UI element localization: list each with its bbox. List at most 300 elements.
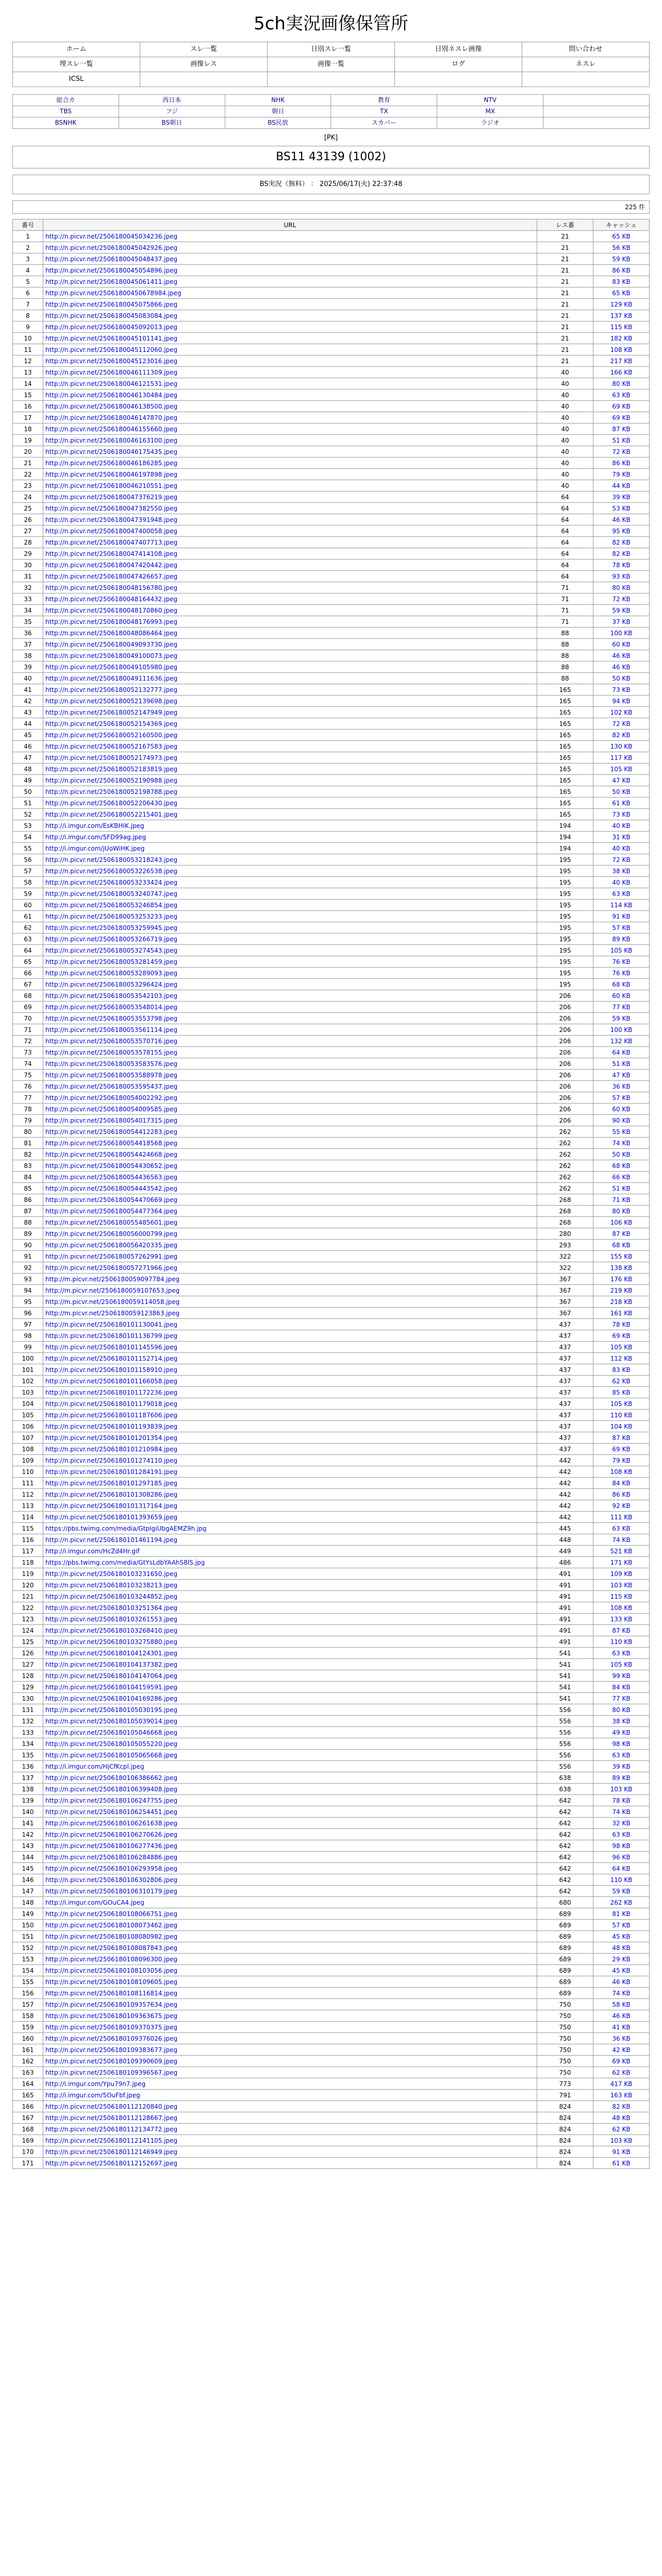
cache-link[interactable]: 72 KB <box>612 595 631 603</box>
cache-link[interactable]: 46 KB <box>612 516 631 523</box>
cache-link[interactable]: 114 KB <box>610 901 633 909</box>
cache-link[interactable]: 218 KB <box>610 1298 633 1306</box>
image-url-link[interactable]: http://n.picvr.net/2506180053588978.jpeg <box>45 1071 178 1079</box>
image-url-link[interactable]: http://n.picvr.net/2506180053226538.jpeg <box>45 867 178 875</box>
image-url-link[interactable]: http://n.picvr.net/2506180045054896.jpeg <box>45 266 178 274</box>
image-url-link[interactable]: http://n.picvr.net/2506180047391948.jpeg <box>45 516 178 523</box>
image-url-link[interactable]: http://n.picvr.net/2506180106270626.jpeg <box>45 1831 178 1838</box>
image-url-link[interactable]: http://n.picvr.net/2506180108103056.jpeg <box>45 1967 178 1974</box>
image-url-link[interactable]: http://i.imgur.com/5FD99ag.jpeg <box>45 833 146 841</box>
image-url-link[interactable]: http://n.picvr.net/2506180053218243.jpeg <box>45 856 178 863</box>
cache-link[interactable]: 42 KB <box>612 2046 631 2054</box>
image-url-link[interactable]: http://n.picvr.net/2506180049093730.jpeg <box>45 640 178 648</box>
image-url-link[interactable]: http://n.picvr.net/2506180053578155.jpeg <box>45 1048 178 1056</box>
cache-link[interactable]: 417 KB <box>610 2080 633 2088</box>
cache-link[interactable]: 69 KB <box>612 402 631 410</box>
cache-link[interactable]: 176 KB <box>610 1275 633 1283</box>
cache-link[interactable]: 39 KB <box>612 1762 631 1770</box>
image-url-link[interactable]: http://n.picvr.net/2506180104169286.jpeg <box>45 1694 178 1702</box>
image-url-link[interactable]: http://n.picvr.net/2506180101187606.jpeg <box>45 1411 178 1419</box>
image-url-link[interactable]: http://n.picvr.net/2506180106284886.jpeg <box>45 1853 178 1861</box>
image-url-link[interactable]: http://n.picvr.net/2506180052215401.jpeg <box>45 810 178 818</box>
image-url-link[interactable]: http://n.picvr.net/2506180054412283.jpeg <box>45 1128 178 1136</box>
cache-link[interactable]: 99 KB <box>612 1672 631 1680</box>
cache-link[interactable]: 171 KB <box>610 1558 633 1566</box>
image-url-link[interactable]: http://n.picvr.net/2506180048164432.jpeg <box>45 595 178 603</box>
image-url-link[interactable]: http://n.picvr.net/2506180101308286.jpeg <box>45 1490 178 1498</box>
cache-link[interactable]: 73 KB <box>612 686 631 693</box>
image-url-link[interactable]: http://m.picvr.net/2506180059107653.jpeg <box>45 1286 180 1294</box>
image-url-link[interactable]: http://n.picvr.net/2506180046155660.jpeg <box>45 425 178 433</box>
image-url-link[interactable]: http://n.picvr.net/2506180047382550.jpeg <box>45 504 178 512</box>
image-url-link[interactable]: http://n.picvr.net/2506180052206430.jpeg <box>45 799 178 807</box>
image-url-link[interactable]: http://n.picvr.net/2506180054470669.jpeg <box>45 1196 178 1204</box>
image-url-link[interactable]: http://n.picvr.net/2506180108109605.jpeg <box>45 1978 178 1986</box>
cache-link[interactable]: 108 KB <box>610 346 633 353</box>
cache-link[interactable]: 57 KB <box>612 924 631 931</box>
cache-link[interactable]: 80 KB <box>612 1207 631 1215</box>
cache-link[interactable]: 69 KB <box>612 414 631 421</box>
cache-link[interactable]: 86 KB <box>612 459 631 467</box>
cache-link[interactable]: 87 KB <box>612 1434 631 1442</box>
cache-link[interactable]: 108 KB <box>610 1468 633 1476</box>
image-url-link[interactable]: http://n.picvr.net/2506180101179018.jpeg <box>45 1400 178 1408</box>
image-url-link[interactable]: http://n.picvr.net/2506180045083084.jpeg <box>45 312 178 319</box>
cache-link[interactable]: 182 KB <box>610 334 633 342</box>
cache-link[interactable]: 89 KB <box>612 1774 631 1782</box>
image-url-link[interactable]: http://n.picvr.net/2506180045112060.jpeg <box>45 346 178 353</box>
cache-link[interactable]: 72 KB <box>612 856 631 863</box>
nav-link[interactable]: 問い合わせ <box>522 42 650 57</box>
image-url-link[interactable]: http://i.imgur.com/Ypu79n7.jpeg <box>45 2080 146 2088</box>
image-url-link[interactable]: http://n.picvr.net/2506180101317164.jpeg <box>45 1502 178 1510</box>
cache-link[interactable]: 62 KB <box>612 1377 631 1385</box>
cache-link[interactable]: 77 KB <box>612 1694 631 1702</box>
cache-link[interactable]: 46 KB <box>612 1978 631 1986</box>
channel-link[interactable]: 朝日 <box>225 106 332 117</box>
cache-link[interactable]: 137 KB <box>610 312 633 319</box>
cache-link[interactable]: 138 KB <box>610 1264 633 1272</box>
image-url-link[interactable]: http://n.picvr.net/2506180104124301.jpeg <box>45 1649 178 1657</box>
image-url-link[interactable]: http://n.picvr.net/2506180108066751.jpeg <box>45 1910 178 1918</box>
image-url-link[interactable]: http://n.picvr.net/2506180054443542.jpeg <box>45 1184 178 1192</box>
cache-link[interactable]: 89 KB <box>612 935 631 943</box>
nav-link[interactable]: 画像一覧 <box>268 57 395 72</box>
image-url-link[interactable]: http://n.picvr.net/2506180045042926.jpeg <box>45 244 178 251</box>
image-url-link[interactable]: http://n.picvr.net/2506180053553798.jpeg <box>45 1014 178 1022</box>
cache-link[interactable]: 78 KB <box>612 1797 631 1804</box>
cache-link[interactable]: 51 KB <box>612 1184 631 1192</box>
image-url-link[interactable]: http://n.picvr.net/2506180047376219.jpeg <box>45 493 178 501</box>
cache-link[interactable]: 50 KB <box>612 674 631 682</box>
image-url-link[interactable]: http://n.picvr.net/2506180101136799.jpeg <box>45 1332 178 1340</box>
cache-link[interactable]: 98 KB <box>612 1842 631 1850</box>
image-url-link[interactable]: http://n.picvr.net/2506180053253233.jpeg <box>45 912 178 920</box>
image-url-link[interactable]: http://n.picvr.net/2506180104159591.jpeg <box>45 1683 178 1691</box>
image-url-link[interactable]: http://n.picvr.net/2506180046121531.jpeg <box>45 380 178 387</box>
cache-link[interactable]: 59 KB <box>612 1887 631 1895</box>
cache-link[interactable]: 61 KB <box>612 799 631 807</box>
cache-link[interactable]: 48 KB <box>612 1944 631 1952</box>
cache-link[interactable]: 63 KB <box>612 391 631 399</box>
cache-link[interactable]: 40 KB <box>612 878 631 886</box>
cache-link[interactable]: 133 KB <box>610 1615 633 1623</box>
image-url-link[interactable]: http://n.picvr.net/2506180054418568.jpeg <box>45 1139 178 1147</box>
image-url-link[interactable]: http://i.imgur.com/jUoWiHK.jpeg <box>45 844 145 852</box>
image-url-link[interactable]: http://n.picvr.net/2506180055485601.jpeg <box>45 1218 178 1226</box>
cache-link[interactable]: 262 KB <box>610 1899 633 1906</box>
channel-link[interactable]: MX <box>437 106 543 117</box>
cache-link[interactable]: 87 KB <box>612 425 631 433</box>
cache-link[interactable]: 100 KB <box>610 1026 633 1033</box>
cache-link[interactable]: 74 KB <box>612 1139 631 1147</box>
image-url-link[interactable]: http://n.picvr.net/2506180108087843.jpeg <box>45 1944 178 1952</box>
channel-link[interactable]: 西日本 <box>119 95 225 106</box>
cache-link[interactable]: 86 KB <box>612 266 631 274</box>
image-url-link[interactable]: http://n.picvr.net/2506180053595437.jpeg <box>45 1082 178 1090</box>
image-url-link[interactable]: http://n.picvr.net/2506180101152714.jpeg <box>45 1354 178 1362</box>
image-url-link[interactable]: http://n.picvr.net/2506180046197898.jpeg <box>45 470 178 478</box>
image-url-link[interactable]: http://n.picvr.net/2506180101284191.jpeg <box>45 1468 178 1476</box>
channel-link[interactable]: BSNHK <box>13 117 119 129</box>
nav-link[interactable]: 日別ネスレ画像 <box>395 42 522 57</box>
image-url-link[interactable]: http://n.picvr.net/2506180101210984.jpeg <box>45 1445 178 1453</box>
image-url-link[interactable]: http://n.picvr.net/2506180052139698.jpeg <box>45 697 178 705</box>
image-url-link[interactable]: http://n.picvr.net/2506180054424668.jpeg <box>45 1150 178 1158</box>
cache-link[interactable]: 37 KB <box>612 618 631 625</box>
cache-link[interactable]: 105 KB <box>610 1400 633 1408</box>
image-url-link[interactable]: http://n.picvr.net/2506180046111309.jpeg <box>45 368 178 376</box>
cache-link[interactable]: 40 KB <box>612 822 631 829</box>
cache-link[interactable]: 57 KB <box>612 1094 631 1101</box>
cache-link[interactable]: 130 KB <box>610 742 633 750</box>
image-url-link[interactable]: http://n.picvr.net/2506180054430652.jpeg <box>45 1162 178 1170</box>
image-url-link[interactable]: http://n.picvr.net/2506180101393659.jpeg <box>45 1513 178 1521</box>
image-url-link[interactable]: http://n.picvr.net/2506180057271966.jpeg <box>45 1264 178 1272</box>
cache-link[interactable]: 64 KB <box>612 1048 631 1056</box>
cache-link[interactable]: 68 KB <box>612 1162 631 1170</box>
cache-link[interactable]: 45 KB <box>612 1933 631 1940</box>
image-url-link[interactable]: http://n.picvr.net/2506180052132777.jpeg <box>45 686 178 693</box>
nav-link[interactable]: ホーム <box>13 42 140 57</box>
cache-link[interactable]: 29 KB <box>612 1955 631 1963</box>
image-url-link[interactable]: http://n.picvr.net/2506180108096300.jpeg <box>45 1955 178 1963</box>
cache-link[interactable]: 82 KB <box>612 550 631 557</box>
cache-link[interactable]: 69 KB <box>612 1332 631 1340</box>
image-url-link[interactable]: http://n.picvr.net/2506180048170860.jpeg <box>45 606 178 614</box>
cache-link[interactable]: 155 KB <box>610 1252 633 1260</box>
cache-link[interactable]: 163 KB <box>610 2091 633 2099</box>
image-url-link[interactable]: http://n.picvr.net/2506180052174973.jpeg <box>45 754 178 761</box>
image-url-link[interactable]: http://n.picvr.net/2506180112141105.jpeg <box>45 2137 178 2144</box>
image-url-link[interactable]: http://n.picvr.net/2506180046163100.jpeg <box>45 436 178 444</box>
cache-link[interactable]: 44 KB <box>612 482 631 489</box>
image-url-link[interactable]: http://n.picvr.net/2506180109396567.jpeg <box>45 2069 178 2076</box>
cache-link[interactable]: 109 KB <box>610 1570 633 1578</box>
cache-link[interactable]: 51 KB <box>612 1060 631 1067</box>
image-url-link[interactable]: http://n.picvr.net/2506180049111636.jpeg <box>45 674 178 682</box>
cache-link[interactable]: 105 KB <box>610 946 633 954</box>
image-url-link[interactable]: http://n.picvr.net/2506180046138500.jpeg <box>45 402 178 410</box>
cache-link[interactable]: 105 KB <box>610 765 633 773</box>
image-url-link[interactable]: http://n.picvr.net/2506180057262991.jpeg <box>45 1252 178 1260</box>
image-url-link[interactable]: http://n.picvr.net/2506180052147949.jpeg <box>45 708 178 716</box>
channel-link[interactable]: ラジオ <box>437 117 543 129</box>
cache-link[interactable]: 96 KB <box>612 1853 631 1861</box>
image-url-link[interactable]: http://n.picvr.net/2506180053281459.jpeg <box>45 958 178 965</box>
image-url-link[interactable]: http://n.picvr.net/2506180052183819.jpeg <box>45 765 178 773</box>
cache-link[interactable]: 100 KB <box>610 629 633 637</box>
image-url-link[interactable]: http://n.picvr.net/2506180052198788.jpeg <box>45 788 178 795</box>
cache-link[interactable]: 217 KB <box>610 357 633 365</box>
image-url-link[interactable]: http://n.picvr.net/2506180053542103.jpeg <box>45 992 178 999</box>
cache-link[interactable]: 87 KB <box>612 1626 631 1634</box>
image-url-link[interactable]: http://m.picvr.net/2506180059097784.jpeg <box>45 1275 180 1283</box>
image-url-link[interactable]: http://n.picvr.net/2506180047407713.jpeg <box>45 538 178 546</box>
image-url-link[interactable]: http://n.picvr.net/2506180105065668.jpeg <box>45 1751 178 1759</box>
channel-link[interactable]: NHK <box>225 95 332 106</box>
cache-link[interactable]: 98 KB <box>612 1740 631 1748</box>
cache-link[interactable]: 48 KB <box>612 2114 631 2122</box>
cache-link[interactable]: 219 KB <box>610 1286 633 1294</box>
cache-link[interactable]: 110 KB <box>610 1876 633 1884</box>
channel-link[interactable]: BS民放 <box>225 117 332 129</box>
channel-link[interactable]: NTV <box>437 95 543 106</box>
image-url-link[interactable]: http://n.picvr.net/2506180103268410.jpeg <box>45 1626 178 1634</box>
cache-link[interactable]: 105 KB <box>610 1660 633 1668</box>
cache-link[interactable]: 81 KB <box>612 1910 631 1918</box>
cache-link[interactable]: 117 KB <box>610 754 633 761</box>
image-url-link[interactable]: http://n.picvr.net/2506180106310179.jpeg <box>45 1887 178 1895</box>
image-url-link[interactable]: http://n.picvr.net/2506180046130484.jpeg <box>45 391 178 399</box>
cache-link[interactable]: 115 KB <box>610 1592 633 1600</box>
cache-link[interactable]: 57 KB <box>612 1921 631 1929</box>
image-url-link[interactable]: http://n.picvr.net/2506180106399408.jpeg <box>45 1785 178 1793</box>
image-url-link[interactable]: http://n.picvr.net/2506180045034236.jpeg <box>45 232 178 240</box>
image-url-link[interactable]: http://n.picvr.net/2506180047400058.jpeg <box>45 527 178 535</box>
cache-link[interactable]: 79 KB <box>612 470 631 478</box>
cache-link[interactable]: 129 KB <box>610 300 633 308</box>
image-url-link[interactable]: http://n.picvr.net/2506180106247755.jpeg <box>45 1797 178 1804</box>
cache-link[interactable]: 83 KB <box>612 278 631 285</box>
image-url-link[interactable]: http://n.picvr.net/2506180105055220.jpeg <box>45 1740 178 1748</box>
image-url-link[interactable]: http://n.picvr.net/2506180047426657.jpeg <box>45 572 178 580</box>
cache-link[interactable]: 80 KB <box>612 584 631 591</box>
cache-link[interactable]: 59 KB <box>612 255 631 263</box>
cache-link[interactable]: 78 KB <box>612 1320 631 1328</box>
image-url-link[interactable]: http://n.picvr.net/2506180045092013.jpeg <box>45 323 178 331</box>
cache-link[interactable]: 63 KB <box>612 1524 631 1532</box>
image-url-link[interactable]: http://n.picvr.net/2506180045048437.jpeg <box>45 255 178 263</box>
cache-link[interactable]: 63 KB <box>612 1751 631 1759</box>
channel-link[interactable]: TX <box>331 106 437 117</box>
image-url-link[interactable]: http://n.picvr.net/2506180106293958.jpeg <box>45 1865 178 1872</box>
cache-link[interactable]: 106 KB <box>610 1218 633 1226</box>
cache-link[interactable]: 72 KB <box>612 448 631 455</box>
image-url-link[interactable]: http://n.picvr.net/2506180101158910.jpeg <box>45 1366 178 1374</box>
image-url-link[interactable]: http://n.picvr.net/2506180053296424.jpeg <box>45 980 178 988</box>
cache-link[interactable]: 82 KB <box>612 538 631 546</box>
image-url-link[interactable]: https://pbs.twimg.com/media/GtpIgiUbgAEMZ9h.jpg <box>45 1524 207 1532</box>
cache-link[interactable]: 76 KB <box>612 969 631 977</box>
cache-link[interactable]: 63 KB <box>612 890 631 897</box>
cache-link[interactable]: 161 KB <box>610 1309 633 1317</box>
cache-link[interactable]: 38 KB <box>612 867 631 875</box>
image-url-link[interactable]: http://n.picvr.net/2506180105046668.jpeg <box>45 1728 178 1736</box>
image-url-link[interactable]: http://n.picvr.net/2506180105039014.jpeg <box>45 1717 178 1725</box>
cache-link[interactable]: 62 KB <box>612 2069 631 2076</box>
image-url-link[interactable]: http://n.picvr.net/2506180103238213.jpeg <box>45 1581 178 1589</box>
cache-link[interactable]: 56 KB <box>612 244 631 251</box>
image-url-link[interactable]: http://i.imgur.com/5OuFbf.jpeg <box>45 2091 140 2099</box>
image-url-link[interactable]: http://n.picvr.net/2506180054477364.jpeg <box>45 1207 178 1215</box>
image-url-link[interactable]: http://n.picvr.net/2506180103275880.jpeg <box>45 1638 178 1646</box>
image-url-link[interactable]: http://n.picvr.net/2506180103244852.jpeg <box>45 1592 178 1600</box>
image-url-link[interactable]: http://n.picvr.net/2506180045061411.jpeg <box>45 278 178 285</box>
image-url-link[interactable]: http://n.picvr.net/2506180048086464.jpeg <box>45 629 178 637</box>
nav-link[interactable]: 日別スレ一覧 <box>268 42 395 57</box>
image-url-link[interactable]: http://n.picvr.net/2506180052160500.jpeg <box>45 731 178 739</box>
image-url-link[interactable]: http://n.picvr.net/2506180053570716.jpeg <box>45 1037 178 1045</box>
image-url-link[interactable]: https://pbs.twimg.com/media/GtYsLdbYAAhS8lS.jpg <box>45 1558 205 1566</box>
cache-link[interactable]: 108 KB <box>610 1604 633 1612</box>
cache-link[interactable]: 60 KB <box>612 640 631 648</box>
cache-link[interactable]: 62 KB <box>612 2125 631 2133</box>
image-url-link[interactable]: http://n.picvr.net/2506180101166058.jpeg <box>45 1377 178 1385</box>
image-url-link[interactable]: http://n.picvr.net/2506180048176993.jpeg <box>45 618 178 625</box>
cache-link[interactable]: 39 KB <box>612 493 631 501</box>
cache-link[interactable]: 92 KB <box>612 1502 631 1510</box>
cache-link[interactable]: 59 KB <box>612 606 631 614</box>
cache-link[interactable]: 50 KB <box>612 1150 631 1158</box>
cache-link[interactable]: 38 KB <box>612 1717 631 1725</box>
image-url-link[interactable]: http://n.picvr.net/2506180056420335.jpeg <box>45 1241 178 1249</box>
image-url-link[interactable]: http://n.picvr.net/2506180106261638.jpeg <box>45 1819 178 1827</box>
image-url-link[interactable]: http://n.picvr.net/2506180109357634.jpeg <box>45 2001 178 2008</box>
image-url-link[interactable]: http://n.picvr.net/2506180054002292.jpeg <box>45 1094 178 1101</box>
cache-link[interactable]: 84 KB <box>612 1479 631 1487</box>
cache-link[interactable]: 40 KB <box>612 844 631 852</box>
cache-link[interactable]: 132 KB <box>610 1037 633 1045</box>
cache-link[interactable]: 66 KB <box>612 1173 631 1181</box>
image-url-link[interactable]: http://n.picvr.net/2506180109370375.jpeg <box>45 2023 178 2031</box>
image-url-link[interactable]: http://n.picvr.net/2506180046147870.jpeg <box>45 414 178 421</box>
image-url-link[interactable]: http://n.picvr.net/2506180106386662.jpeg <box>45 1774 178 1782</box>
cache-link[interactable]: 36 KB <box>612 2035 631 2042</box>
cache-link[interactable]: 84 KB <box>612 1683 631 1691</box>
cache-link[interactable]: 103 KB <box>610 1581 633 1589</box>
cache-link[interactable]: 76 KB <box>612 958 631 965</box>
image-url-link[interactable]: http://n.picvr.net/2506180052190988.jpeg <box>45 776 178 784</box>
image-url-link[interactable]: http://n.picvr.net/2506180101461194.jpeg <box>45 1536 178 1544</box>
channel-link[interactable]: フジ <box>119 106 225 117</box>
cache-link[interactable]: 55 KB <box>612 1128 631 1136</box>
cache-link[interactable]: 74 KB <box>612 1808 631 1816</box>
image-url-link[interactable]: http://n.picvr.net/2506180054436563.jpeg <box>45 1173 178 1181</box>
cache-link[interactable]: 78 KB <box>612 561 631 569</box>
cache-link[interactable]: 31 KB <box>612 833 631 841</box>
image-url-link[interactable]: http://n.picvr.net/2506180053259945.jpeg <box>45 924 178 931</box>
image-url-link[interactable]: http://n.picvr.net/2506180108073462.jpeg <box>45 1921 178 1929</box>
cache-link[interactable]: 61 KB <box>612 2159 631 2167</box>
image-url-link[interactable]: http://n.picvr.net/2506180101193839.jpeg <box>45 1422 178 1430</box>
image-url-link[interactable]: http://n.picvr.net/2506180049100073.jpeg <box>45 652 178 659</box>
cache-link[interactable]: 80 KB <box>612 1706 631 1714</box>
cache-link[interactable]: 110 KB <box>610 1638 633 1646</box>
cache-link[interactable]: 47 KB <box>612 776 631 784</box>
nav-link[interactable]: ネスレ <box>522 57 650 72</box>
cache-link[interactable]: 103 KB <box>610 2137 633 2144</box>
cache-link[interactable]: 46 KB <box>612 663 631 671</box>
image-url-link[interactable]: http://n.picvr.net/2506180053266719.jpeg <box>45 935 178 943</box>
cache-link[interactable]: 32 KB <box>612 1819 631 1827</box>
image-url-link[interactable]: http://n.picvr.net/2506180045101141.jpeg <box>45 334 178 342</box>
cache-link[interactable]: 47 KB <box>612 1071 631 1079</box>
cache-link[interactable]: 115 KB <box>610 323 633 331</box>
cache-link[interactable]: 71 KB <box>612 1196 631 1204</box>
cache-link[interactable]: 60 KB <box>612 992 631 999</box>
cache-link[interactable]: 69 KB <box>612 2057 631 2065</box>
image-url-link[interactable]: http://n.picvr.net/2506180054017315.jpeg <box>45 1116 178 1124</box>
image-url-link[interactable]: http://n.picvr.net/2506180046175435.jpeg <box>45 448 178 455</box>
cache-link[interactable]: 74 KB <box>612 1536 631 1544</box>
cache-link[interactable]: 46 KB <box>612 652 631 659</box>
cache-link[interactable]: 46 KB <box>612 2012 631 2020</box>
image-url-link[interactable]: http://n.picvr.net/2506180053233424.jpeg <box>45 878 178 886</box>
channel-link[interactable]: スカパー <box>331 117 437 129</box>
pk-link[interactable]: [PK] <box>324 134 338 142</box>
image-url-link[interactable]: http://n.picvr.net/2506180046210551.jpeg <box>45 482 178 489</box>
image-url-link[interactable]: http://n.picvr.net/2506180109383677.jpeg <box>45 2046 178 2054</box>
cache-link[interactable]: 105 KB <box>610 1343 633 1351</box>
cache-link[interactable]: 65 KB <box>612 232 631 240</box>
channel-link[interactable]: TBS <box>13 106 119 117</box>
cache-link[interactable]: 73 KB <box>612 810 631 818</box>
image-url-link[interactable]: http://n.picvr.net/2506180049105980.jpeg <box>45 663 178 671</box>
cache-link[interactable]: 90 KB <box>612 1116 631 1124</box>
image-url-link[interactable]: http://n.picvr.net/2506180105030195.jpeg <box>45 1706 178 1714</box>
cache-link[interactable]: 64 KB <box>612 1865 631 1872</box>
image-url-link[interactable]: http://i.imgur.com/EsKBHIK.jpeg <box>45 822 144 829</box>
cache-link[interactable]: 87 KB <box>612 1230 631 1238</box>
cache-link[interactable]: 521 KB <box>610 1547 633 1555</box>
image-url-link[interactable]: http://n.picvr.net/2506180047414108.jpeg <box>45 550 178 557</box>
image-url-link[interactable]: http://n.picvr.net/2506180101130041.jpeg <box>45 1320 178 1328</box>
image-url-link[interactable]: http://n.picvr.net/2506180048156780.jpeg <box>45 584 178 591</box>
cache-link[interactable]: 82 KB <box>612 2103 631 2110</box>
cache-link[interactable]: 102 KB <box>610 708 633 716</box>
image-url-link[interactable]: http://m.picvr.net/2506180059123863.jpeg <box>45 1309 180 1317</box>
cache-link[interactable]: 91 KB <box>612 2148 631 2156</box>
cache-link[interactable]: 91 KB <box>612 912 631 920</box>
channel-link[interactable]: 教育 <box>331 95 437 106</box>
cache-link[interactable]: 68 KB <box>612 1241 631 1249</box>
cache-link[interactable]: 95 KB <box>612 527 631 535</box>
cache-link[interactable]: 63 KB <box>612 1649 631 1657</box>
image-url-link[interactable]: http://n.picvr.net/2506180112134772.jpeg <box>45 2125 178 2133</box>
cache-link[interactable]: 41 KB <box>612 2023 631 2031</box>
image-url-link[interactable]: http://n.picvr.net/2506180101172236.jpeg <box>45 1388 178 1396</box>
image-url-link[interactable]: http://n.picvr.net/25061800450678984.jpeg <box>45 289 181 297</box>
image-url-link[interactable]: http://n.picvr.net/2506180108116814.jpeg <box>45 1989 178 1997</box>
cache-link[interactable]: 60 KB <box>612 1105 631 1113</box>
cache-link[interactable]: 45 KB <box>612 1967 631 1974</box>
image-url-link[interactable]: http://n.picvr.net/2506180101145596.jpeg <box>45 1343 178 1351</box>
cache-link[interactable]: 112 KB <box>610 1354 633 1362</box>
channel-link[interactable]: BS朝日 <box>119 117 225 129</box>
cache-link[interactable]: 51 KB <box>612 436 631 444</box>
image-url-link[interactable]: http://n.picvr.net/2506180108080982.jpeg <box>45 1933 178 1940</box>
